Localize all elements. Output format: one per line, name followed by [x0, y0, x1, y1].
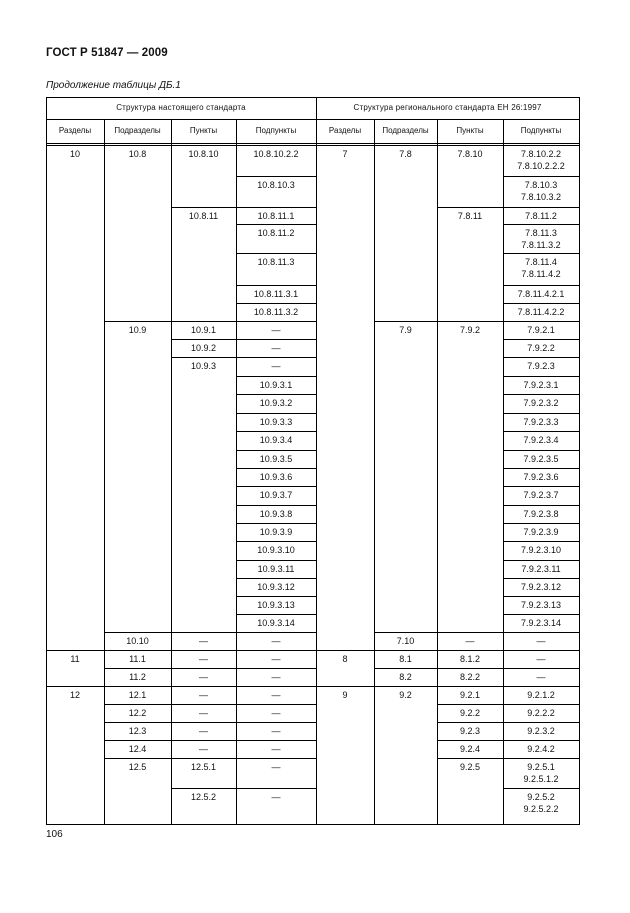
table-cell: 9.2.3.2: [527, 726, 555, 736]
row-separator: [503, 207, 579, 208]
row-separator: [104, 668, 171, 669]
row-separator: [104, 321, 171, 322]
table-cell: 12.2: [128, 708, 147, 718]
table-cell: —: [271, 636, 281, 646]
table-cell: 10.9.3.1: [259, 380, 293, 390]
table-cell: —: [271, 672, 281, 682]
table-cell: 7.8.11.2: [525, 211, 557, 221]
row-separator: [503, 650, 579, 651]
table-cell: 10.9.3.11: [257, 564, 295, 574]
row-separator: [236, 686, 316, 687]
row-separator: [236, 339, 316, 340]
column-header: Подпункты: [520, 126, 562, 135]
row-separator: [171, 668, 236, 669]
row-separator: [503, 614, 579, 615]
table-cell: 9.2.4.2: [527, 744, 555, 754]
row-separator: [171, 704, 236, 705]
table-cell: 9.2.5.2 9.2.5.2.2: [523, 792, 559, 814]
table-cell: 12: [69, 690, 80, 700]
column-header: Разделы: [58, 126, 92, 135]
row-separator: [104, 704, 171, 705]
table-cell: 10.10: [126, 636, 149, 646]
table-cell: 8.2: [399, 672, 412, 682]
table-cell: 7.9.2.3.11: [521, 564, 561, 574]
table-cell: 7.8.11.4.2.1: [517, 289, 565, 299]
table-cell: 8: [342, 654, 348, 664]
table-cell: 10.8.11: [188, 211, 219, 221]
table-cell: 10.8.11.2: [257, 228, 295, 238]
row-separator: [236, 176, 316, 177]
table-cell: 12.1: [128, 690, 147, 700]
table-middle-divider: [316, 97, 317, 824]
row-separator: [171, 650, 236, 651]
row-separator: [104, 650, 171, 651]
table-cell: 10: [69, 149, 80, 159]
row-separator: [236, 207, 316, 208]
row-separator: [171, 321, 236, 322]
table-cell: 9.2: [399, 690, 412, 700]
row-separator: [236, 357, 316, 358]
row-separator: [437, 632, 503, 633]
table-cell: —: [271, 325, 281, 335]
row-separator: [374, 321, 437, 322]
table-cell: —: [536, 636, 546, 646]
table-cell: —: [271, 654, 281, 664]
table-cell: 9: [342, 690, 348, 700]
row-separator: [503, 486, 579, 487]
table-cell: —: [271, 762, 281, 772]
table-cell: —: [199, 744, 208, 754]
table-cell: 10.9.3.4: [259, 435, 293, 445]
row-separator: [503, 686, 579, 687]
table-cell: 9.2.2: [459, 708, 481, 718]
table-cell: —: [536, 654, 546, 664]
row-separator: [171, 339, 236, 340]
table-cell: 7.9.2.3.14: [520, 618, 562, 628]
row-separator: [236, 704, 316, 705]
table-cell: 10.9.2: [190, 343, 217, 353]
row-separator: [236, 450, 316, 451]
row-separator: [503, 722, 579, 723]
table-cell: 10.8.11.3.2: [253, 307, 299, 317]
row-separator: [503, 668, 579, 669]
column-header: Подпункты: [255, 126, 297, 135]
row-separator: [171, 740, 236, 741]
row-separator: [236, 740, 316, 741]
table-cell: 10.8.10: [188, 149, 219, 159]
row-separator: [104, 686, 171, 687]
row-separator: [104, 740, 171, 741]
table-cell: 8.2.2: [459, 672, 481, 682]
column-header: Пункты: [189, 126, 218, 135]
table-cell: 7.9.2.3.9: [523, 527, 559, 537]
table-cell: 9.2.1: [459, 690, 481, 700]
table-cell: —: [199, 636, 208, 646]
row-separator: [236, 285, 316, 286]
table-cell: 7.9.2.3.3: [523, 417, 559, 427]
row-separator: [236, 224, 316, 225]
row-separator: [171, 788, 236, 789]
row-separator: [236, 758, 316, 759]
table-cell: 10.8.11.3.1: [253, 289, 299, 299]
column-header-separator: [46, 143, 579, 144]
table-cell: 7.9.2.3.6: [523, 472, 559, 482]
table-cell: 7.9.2: [459, 325, 481, 335]
row-separator: [236, 505, 316, 506]
row-separator: [374, 650, 437, 651]
row-separator: [503, 704, 579, 705]
table-cell: 10.9.3.7: [259, 490, 293, 500]
table-caption: Продолжение таблицы ДБ.1: [46, 80, 181, 91]
table-cell: 7.10: [396, 636, 415, 646]
row-separator: [236, 596, 316, 597]
document-title: ГОСТ Р 51847 — 2009: [46, 47, 168, 59]
row-separator: [503, 578, 579, 579]
table-cell: 12.5: [128, 762, 147, 772]
table-cell: —: [199, 690, 208, 700]
row-separator: [503, 431, 579, 432]
table-cell: 7.9.2.2: [527, 343, 555, 353]
row-separator: [374, 668, 437, 669]
table-cell: 7.9.2.3.2: [523, 398, 559, 408]
table-cell: 9.2.4: [459, 744, 481, 754]
row-separator: [437, 722, 503, 723]
row-separator: [171, 758, 236, 759]
row-separator: [503, 450, 579, 451]
row-separator: [503, 740, 579, 741]
table-cell: 7.9.2.3.1: [523, 380, 559, 390]
table-cell: 9.2.1.2: [527, 690, 555, 700]
row-separator: [503, 788, 579, 789]
row-separator: [46, 686, 104, 687]
table-cell: 7.8.11.4 7.8.11.4.2: [521, 257, 561, 279]
row-separator: [503, 176, 579, 177]
column-header: Пункты: [456, 126, 484, 135]
table-cell: —: [271, 361, 281, 371]
row-separator: [374, 632, 437, 633]
row-separator: [171, 207, 236, 208]
row-separator: [46, 650, 104, 651]
table-cell: —: [271, 708, 281, 718]
table-cell: 7.9.2.3.7: [523, 490, 559, 500]
row-separator: [437, 740, 503, 741]
group-header-regional: Структура регионального стандарта ЕН 26:1997: [353, 103, 542, 112]
row-separator: [236, 413, 316, 414]
row-separator: [236, 578, 316, 579]
table-cell: 10.8.11.3: [257, 257, 295, 267]
row-separator: [437, 207, 503, 208]
row-separator: [236, 431, 316, 432]
row-separator: [236, 468, 316, 469]
table-cell: 7.8.10: [457, 149, 483, 159]
table-cell: 10.9.3.8: [259, 509, 293, 519]
table-cell: 12.5.2: [190, 792, 217, 802]
table-cell: 7.9.2.3.4: [523, 435, 559, 445]
table-cell: 10.9.3.13: [257, 600, 295, 610]
row-separator: [316, 650, 374, 651]
group-header-current: Структура настоящего стандарта: [116, 103, 246, 112]
table-cell: 7.8: [399, 149, 412, 159]
table-cell: —: [199, 654, 208, 664]
row-separator: [171, 357, 236, 358]
table-cell: 11.1: [129, 654, 146, 664]
row-separator: [171, 632, 236, 633]
row-separator: [236, 321, 316, 322]
row-separator: [503, 394, 579, 395]
row-separator: [236, 394, 316, 395]
table-cell: 10.9.3.5: [259, 454, 293, 464]
row-separator: [316, 686, 374, 687]
row-separator: [503, 541, 579, 542]
row-separator: [503, 357, 579, 358]
table-cell: 12.5.1: [190, 762, 217, 772]
row-separator: [437, 668, 503, 669]
table-cell: 7.9.2.3.5: [523, 454, 559, 464]
row-separator: [503, 758, 579, 759]
row-separator: [236, 486, 316, 487]
row-separator: [236, 253, 316, 254]
table-cell: 7.9: [399, 325, 412, 335]
row-separator: [503, 224, 579, 225]
row-separator: [503, 468, 579, 469]
table-cell: 7.8.10.3 7.8.10.3.2: [520, 180, 562, 202]
column-divider: [374, 119, 375, 824]
row-separator: [236, 376, 316, 377]
table-cell: —: [271, 690, 281, 700]
table-cell: 7.9.2.3.8: [523, 509, 559, 519]
row-separator: [171, 722, 236, 723]
table-left-border: [46, 97, 47, 824]
table-cell: 11.2: [129, 672, 146, 682]
row-separator: [503, 285, 579, 286]
table-cell: —: [465, 636, 475, 646]
table-cell: 10.8.11.1: [257, 211, 295, 221]
table-cell: 7.9.2.3.13: [520, 600, 562, 610]
row-separator: [236, 632, 316, 633]
table-cell: 10.9.3.14: [257, 618, 295, 628]
table-cell: 7.8.11.3 7.8.11.3.2: [521, 228, 561, 250]
table-cell: 9.2.5: [459, 762, 481, 772]
row-separator: [236, 722, 316, 723]
table-cell: 7.8.10.2.2 7.8.10.2.2.2: [517, 149, 565, 171]
table-cell: 7.9.2.3: [527, 361, 555, 371]
table-cell: —: [271, 726, 281, 736]
correspondence-table: [46, 97, 580, 824]
row-separator: [503, 560, 579, 561]
row-separator: [104, 632, 171, 633]
table-cell: 10.9.1: [190, 325, 217, 335]
row-separator: [236, 668, 316, 669]
row-separator: [104, 722, 171, 723]
row-separator: [437, 686, 503, 687]
row-separator: [236, 650, 316, 651]
row-separator: [437, 650, 503, 651]
page-number: 106: [46, 829, 63, 840]
table-cell: 7.9.2.3.10: [520, 545, 562, 555]
row-separator: [503, 253, 579, 254]
table-cell: 8.1.2: [459, 654, 481, 664]
table-right-border: [579, 97, 580, 824]
table-cell: 9.2.3: [459, 726, 481, 736]
table-cell: —: [271, 744, 281, 754]
table-cell: 10.9: [128, 325, 147, 335]
table-cell: 10.9.3.2: [259, 398, 293, 408]
table-cell: 7.8.11.4.2.2: [517, 307, 565, 317]
table-cell: 10.9.3.3: [259, 417, 293, 427]
table-cell: —: [536, 672, 546, 682]
table-cell: —: [271, 792, 281, 802]
table-cell: 7.9.2.1: [527, 325, 555, 335]
table-cell: 10.9.3: [190, 361, 217, 371]
row-separator: [236, 541, 316, 542]
table-cell: 10.9.3.9: [259, 527, 293, 537]
table-cell: 7: [342, 149, 348, 159]
row-separator: [437, 321, 503, 322]
table-cell: 10.9.3.12: [257, 582, 295, 592]
table-cell: —: [199, 726, 208, 736]
row-separator: [374, 686, 437, 687]
table-cell: 12.3: [128, 726, 147, 736]
table-cell: —: [271, 343, 281, 353]
table-cell: 10.8.10.2.2: [253, 149, 299, 159]
row-separator: [437, 704, 503, 705]
table-cell: —: [199, 708, 208, 718]
row-separator: [503, 505, 579, 506]
table-cell: 9.2.2.2: [527, 708, 555, 718]
column-header-separator-double: [46, 145, 579, 146]
table-cell: 12.4: [128, 744, 147, 754]
row-separator: [104, 758, 171, 759]
table-cell: 10.9.3.10: [257, 545, 295, 555]
row-separator: [236, 560, 316, 561]
row-separator: [236, 788, 316, 789]
row-separator: [236, 614, 316, 615]
table-cell: 7.8.11: [457, 211, 483, 221]
row-separator: [171, 686, 236, 687]
row-separator: [503, 339, 579, 340]
table-cell: 10.8: [128, 149, 147, 159]
row-separator: [236, 303, 316, 304]
row-separator: [503, 303, 579, 304]
table-cell: 7.9.2.3.12: [520, 582, 562, 592]
table-cell: 11: [70, 654, 80, 664]
table-cell: 8.1: [399, 654, 412, 664]
row-separator: [236, 523, 316, 524]
column-header: Подразделы: [382, 126, 429, 135]
row-separator: [503, 596, 579, 597]
row-separator: [503, 376, 579, 377]
table-cell: —: [199, 672, 208, 682]
row-separator: [503, 632, 579, 633]
row-separator: [437, 758, 503, 759]
table-cell: 10.9.3.6: [259, 472, 293, 482]
row-separator: [503, 523, 579, 524]
column-header: Подразделы: [114, 126, 161, 135]
column-header: Разделы: [328, 126, 362, 135]
row-separator: [503, 321, 579, 322]
row-separator: [503, 413, 579, 414]
table-bottom-border: [46, 824, 580, 825]
table-cell: 10.8.10.3: [257, 180, 295, 190]
table-cell: 9.2.5.1 9.2.5.1.2: [523, 762, 559, 784]
